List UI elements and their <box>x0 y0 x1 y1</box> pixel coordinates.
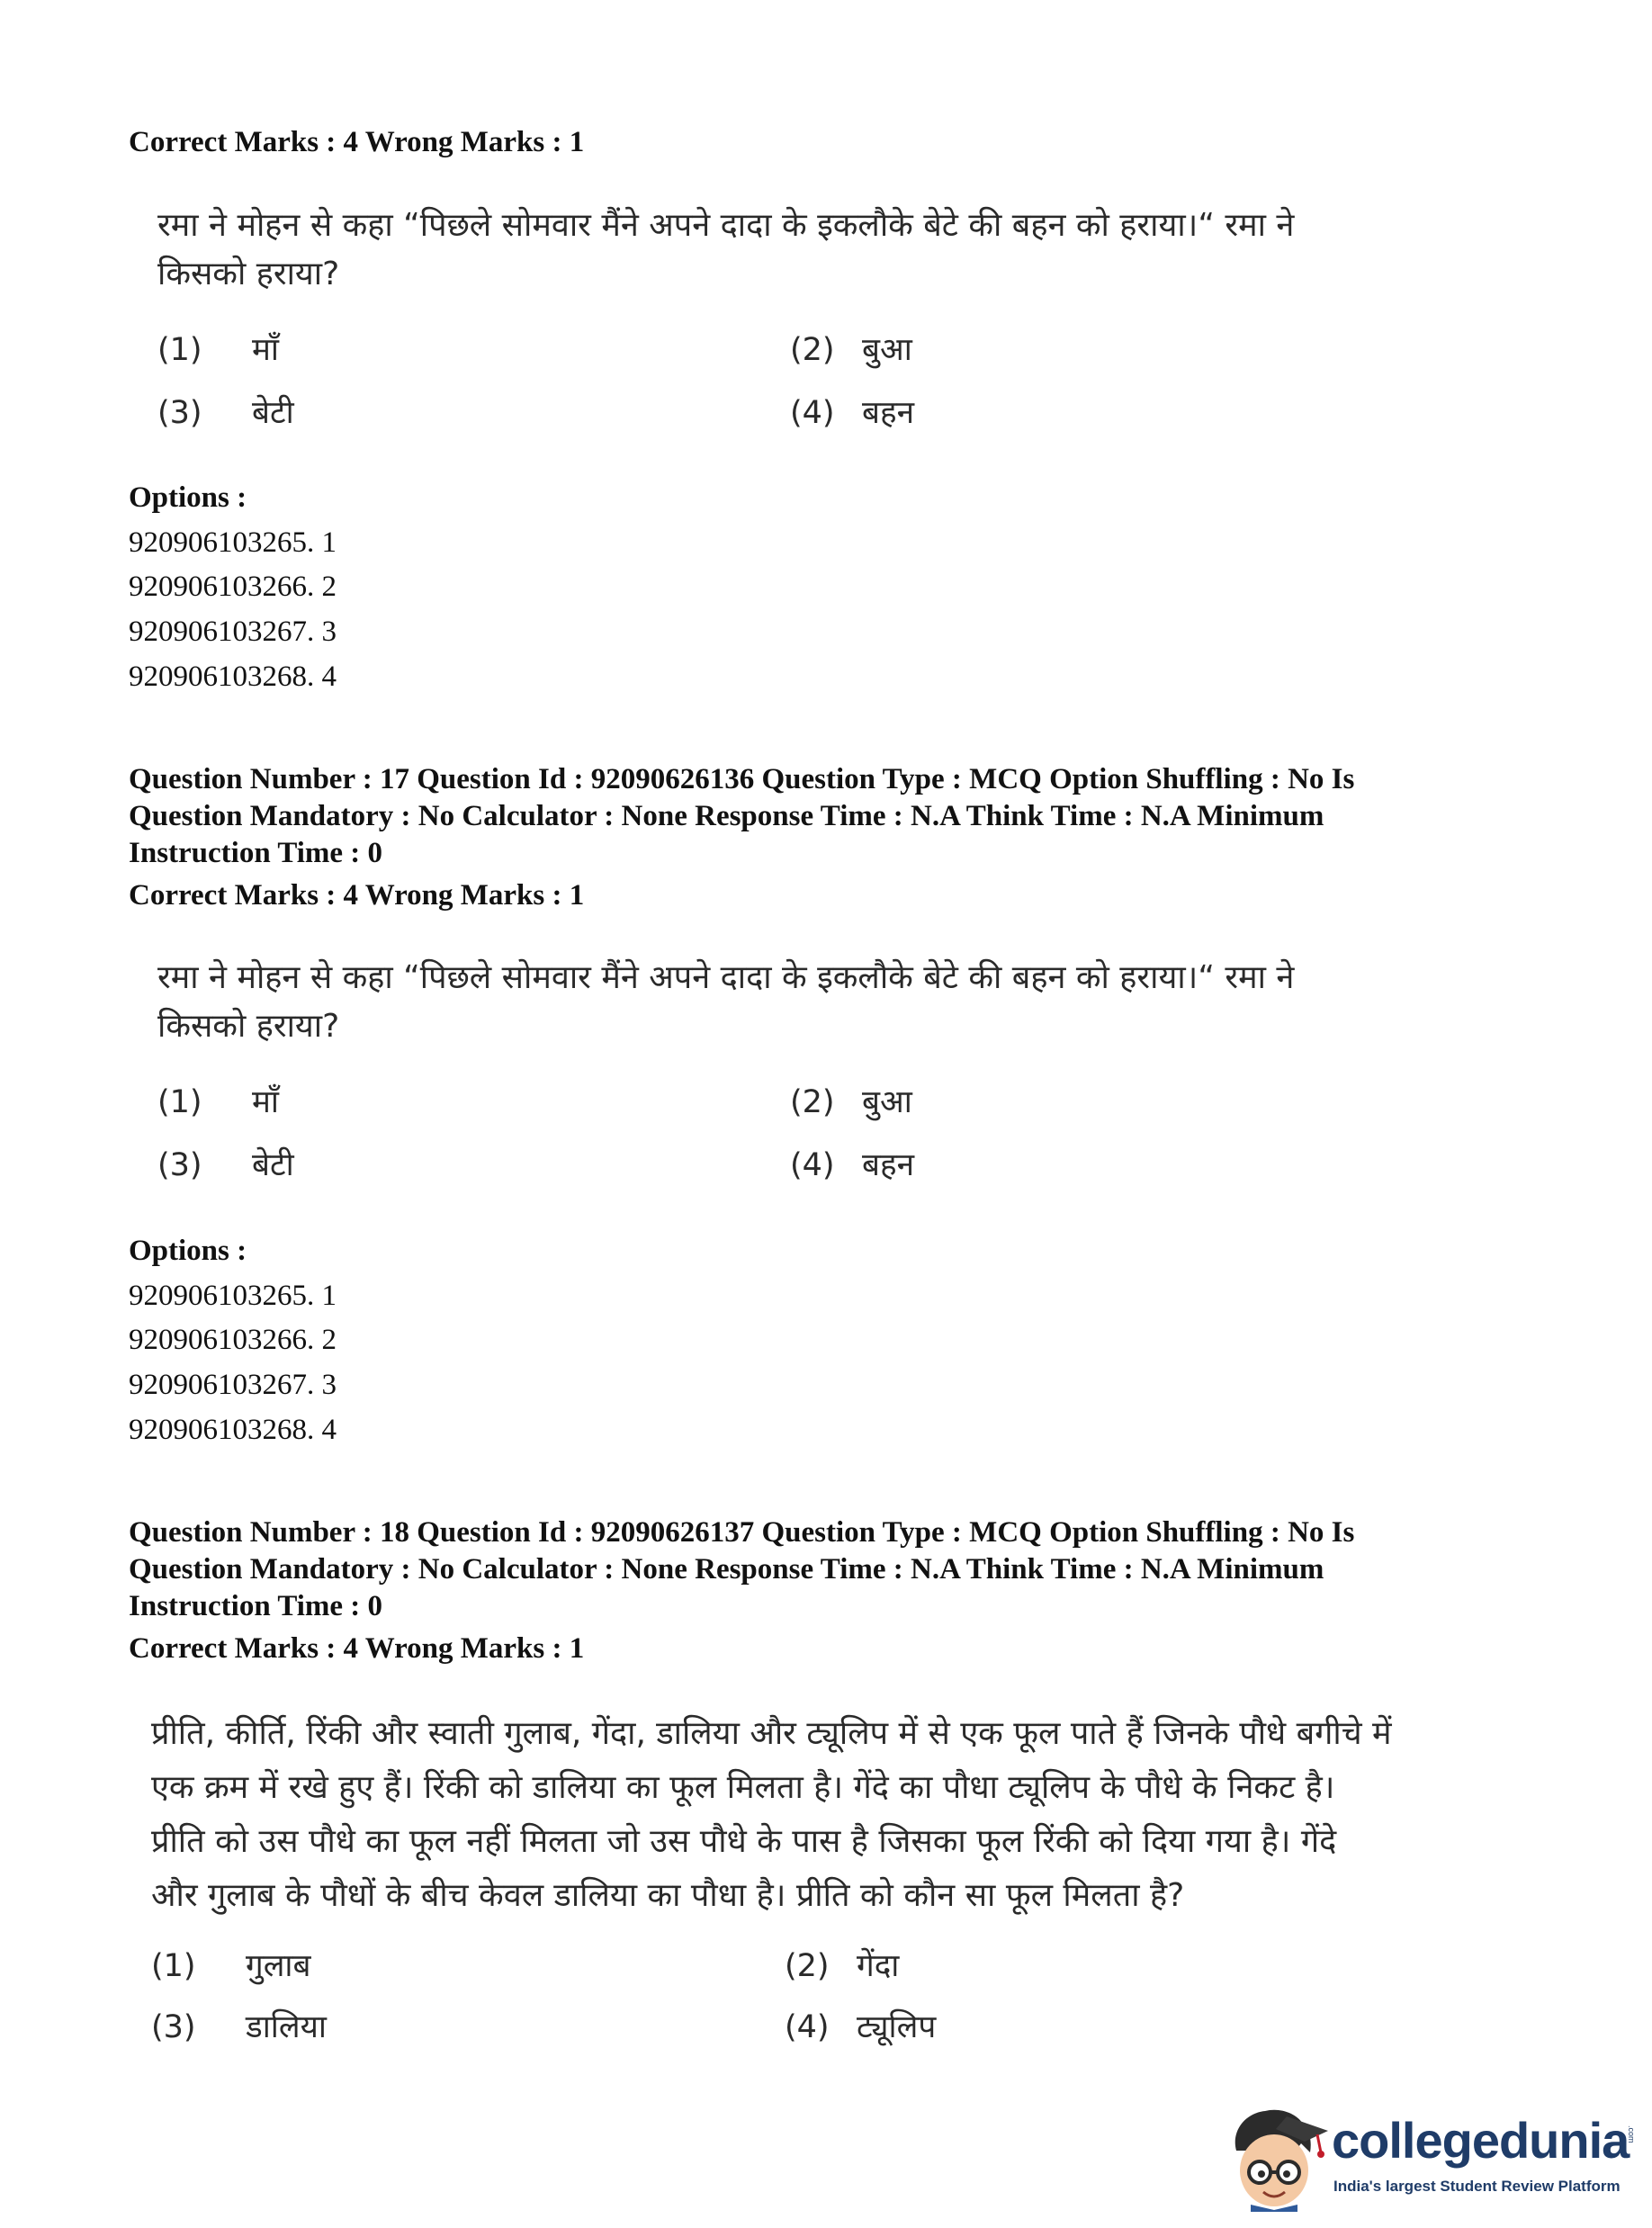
question-line: किसको हराया? <box>157 256 340 292</box>
meta-line: Question Mandatory : No Calculator : None Response Time : N.A Think Time : N.A Minimum <box>129 800 1324 832</box>
choice-number: (1) <box>157 1084 202 1120</box>
marks-line: Correct Marks : 4 Wrong Marks : 1 <box>129 1632 585 1665</box>
question-meta <box>129 761 1532 872</box>
question-line: किसको हराया? <box>157 1008 340 1045</box>
choice-text: माँ <box>252 1084 279 1120</box>
options-label: Options : <box>129 1235 247 1267</box>
logo-tagline: India's largest Student Review Platform <box>1333 2178 1621 2195</box>
meta-line: Question Number : 17 Question Id : 92090626136 Question Type : MCQ Option Shuffling : No Is <box>129 763 1355 795</box>
option-code: 920906103266. 2 <box>129 1324 337 1356</box>
collegedunia-logo <box>1224 2104 1638 2212</box>
choice-2 <box>790 1080 912 1122</box>
choice-4 <box>785 2005 936 2047</box>
choice-1 <box>157 1080 279 1122</box>
choice-3 <box>151 2005 327 2047</box>
choice-text: बहन <box>862 1147 914 1183</box>
choice-number: (4) <box>785 2009 830 2045</box>
choice-2 <box>785 1944 899 1986</box>
choice-text: गेंदा <box>857 1948 900 1984</box>
choice-text: बेटी <box>252 395 294 431</box>
question-line: एक क्रम में रखे हुए हैं। रिंकी को डालिया का फूल मिलता है। गेंदे का पौधा ट्यूलिप के पौधे के निकट है। <box>151 1769 1335 1806</box>
logo-dotcom: .com <box>1627 2125 1636 2143</box>
choice-text: गुलाब <box>246 1948 311 1984</box>
choice-number: (3) <box>151 2009 196 2045</box>
question-line: प्रीति को उस पौधे का फूल नहीं मिलता जो उस पौधे के पास है जिसका फूल रिंकी को दिया गया है। गेंदे <box>151 1823 1337 1860</box>
option-code: 920906103265. 1 <box>129 526 337 559</box>
option-code: 920906103265. 1 <box>129 1280 337 1312</box>
option-code: 920906103266. 2 <box>129 570 337 603</box>
choice-number: (1) <box>157 332 202 368</box>
choice-number: (4) <box>790 395 835 431</box>
choice-4 <box>790 1143 914 1185</box>
choice-number: (1) <box>151 1948 196 1984</box>
option-code: 920906103267. 3 <box>129 1369 337 1401</box>
choice-2 <box>790 328 912 370</box>
question-text <box>157 202 1462 299</box>
choice-text: बेटी <box>252 1147 294 1183</box>
option-code: 920906103267. 3 <box>129 615 337 648</box>
logo-wordmark: collegedunia <box>1332 2112 1630 2169</box>
choice-text: बहन <box>862 395 914 431</box>
choice-number: (4) <box>790 1147 835 1183</box>
choice-text: बुआ <box>862 1084 912 1120</box>
meta-line: Instruction Time : 0 <box>129 837 383 869</box>
choice-4 <box>790 391 914 433</box>
student-mascot-icon <box>1224 2104 1330 2212</box>
meta-line: Instruction Time : 0 <box>129 1590 383 1622</box>
choice-number: (3) <box>157 1147 202 1183</box>
question-line: प्रीति, कीर्ति, रिंकी और स्वाती गुलाब, गेंदा, डालिया और ट्यूलिप में से एक फूल पाते हैं जिनके पौधे बगीचे में <box>151 1715 1392 1752</box>
choice-number: (2) <box>785 1948 830 1984</box>
meta-line: Question Number : 18 Question Id : 92090626137 Question Type : MCQ Option Shuffling : No Is <box>129 1516 1355 1549</box>
choice-number: (2) <box>790 1084 835 1120</box>
question-text <box>151 1707 1474 1923</box>
choice-text: माँ <box>252 332 279 368</box>
marks-line: Correct Marks : 4 Wrong Marks : 1 <box>129 126 585 158</box>
option-code: 920906103268. 4 <box>129 1414 337 1446</box>
choice-3 <box>157 1143 294 1185</box>
option-code: 920906103268. 4 <box>129 660 337 693</box>
choice-text: ट्यूलिप <box>857 2009 937 2045</box>
question-line: रमा ने मोहन से कहा “पिछले सोमवार मैंने अपने दादा के इकलौके बेटे की बहन को हराया।“ रमा ने <box>157 959 1295 996</box>
choice-text: बुआ <box>862 332 912 368</box>
marks-line: Correct Marks : 4 Wrong Marks : 1 <box>129 879 585 912</box>
choice-number: (2) <box>790 332 835 368</box>
choice-number: (3) <box>157 395 202 431</box>
choice-text: डालिया <box>246 2009 327 2045</box>
question-line: और गुलाब के पौधों के बीच केवल डालिया का पौधा है। प्रीति को कौन सा फूल मिलता है? <box>151 1877 1185 1914</box>
choice-1 <box>151 1944 311 1986</box>
question-text <box>157 954 1462 1051</box>
question-meta <box>129 1514 1532 1625</box>
choice-3 <box>157 391 294 433</box>
choice-1 <box>157 328 279 370</box>
question-line: रमा ने मोहन से कहा “पिछले सोमवार मैंने अपने दादा के इकलौके बेटे की बहन को हराया।“ रमा ने <box>157 207 1295 244</box>
options-label: Options : <box>129 481 247 514</box>
meta-line: Question Mandatory : No Calculator : None Response Time : N.A Think Time : N.A Minimum <box>129 1553 1324 1586</box>
